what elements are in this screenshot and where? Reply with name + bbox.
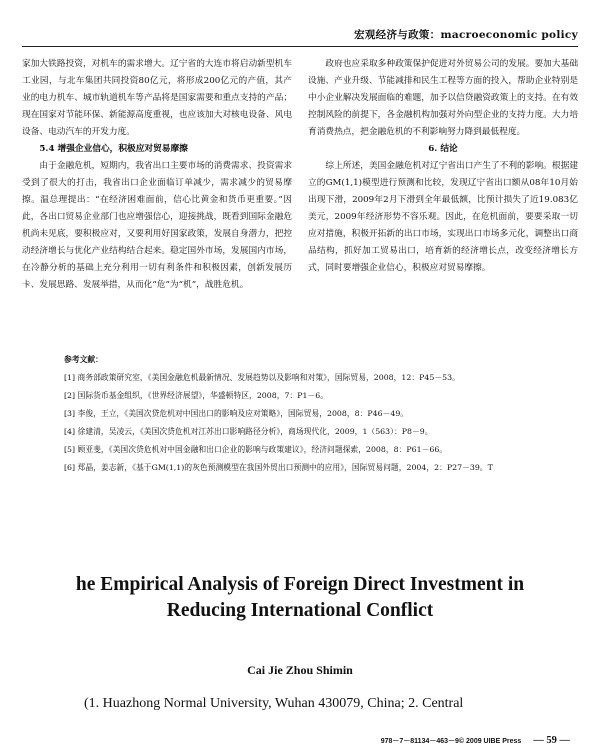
reference-item: [1] 商务部政策研究室，《美国金融危机最新情况、发展趋势以及影响和对策》，国际贸易，2008，12：P45－53。 — [64, 373, 460, 382]
references-title: 参考文献： — [64, 355, 103, 364]
running-title: 宏观经济与政策：macroeconomic policy — [354, 29, 578, 41]
left-paragraph-1: 家加大铁路投资，对机车的需求增大。辽宁省的大连市将启动新型机车工业园，与北车集团共同投资80亿元，将形成200亿元的产值，其产业的电力机车、城市轨道机车等产品将是国家需要和重点支持的产品；现在国家对节能环保、新能源高度重视，也应该加大对核电设备、风电设备、电动汽车的开发力度。 — [22, 59, 292, 137]
reference-item: [5] 顾亚斐，《美国次贷危机对中国金融和出口企业的影响与政策建议》，经济问题探索，2008，8：P61－66。 — [64, 445, 448, 454]
english-title-line-1: he Empirical Analysis of Foreign Direct Investment in — [75, 574, 525, 595]
english-title — [0, 572, 600, 624]
page-number: — 59 — — [533, 735, 570, 746]
left-column — [22, 56, 292, 294]
left-paragraph-2: 由于金融危机，短期内，我省出口主要市场的消费需求、投资需求受到了很大的打击，我省出口企业面临订单减少，需求减少的贸易摩擦。温总理提出：“在经济困难面前，信心比黄金和货币更重要。”因此，各出口贸易企业部门也应增强信心，迎接挑战，既看到国际金融危机尚未见底，要积极应对，又要利用好国家政策，发展自身潜力，把控动经济增长与优化产业结构结合起来。稳定国外市场，发展国内市场，在冷静分析的基础上充分利用一切有利条件和积极因素，创新发展历卡、发展思路、发展举措，从而化“危”为“机”，战胜危机。 — [22, 161, 292, 290]
running-header — [22, 24, 578, 47]
right-paragraph-2: 综上所述，美国金融危机对辽宁省出口产生了不利的影响。根据建立的GM(1,1)模型进行预测和比较，发现辽宁省出口额从08年10月始出现下滑，2009年2月下滑到全年最低额，比预计损失了近19.083亿美元，2009年经济形势不容乐观。因此，在危机面前，要要采取一切应对措施，积极开拓新的出口市场，实现出口市场多元化，调整出口商品结构，抓好加工贸易出口，培育新的经济增长点，改变经济增长方式，同时要增强企业信心，积极应对贸易摩擦。 — [308, 161, 578, 273]
reference-item: [3] 李俊，王立，《美国次贷危机对中国出口的影响及应对策略》，国际贸易，2008，8：P46－49。 — [64, 409, 409, 418]
reference-item: [2] 国际货币基金组织，《世界经济展望》，华盛顿特区，2008，7：P1－6。 — [64, 391, 329, 400]
section-heading-5-4: 5.4 增强企业信心，积极应对贸易摩擦 — [39, 144, 188, 154]
reference-item: [4] 徐建清，吴凌云，《美国次贷危机对江苏出口影响路径分析》，商场现代化，2009，1（563）：P8－9。 — [64, 427, 433, 436]
reference-item: [6] 郑晶，姜志新，《基于GM(1,1)的灰色预测模型在我国外贸出口预测中的应用》，国际贸易问题，2004，2：P27－39。T — [64, 463, 493, 472]
footer-isbn: 978－7－81134－463－9© 2009 UIBE Press — [380, 738, 522, 745]
page-footer — [381, 735, 570, 746]
references-section — [44, 351, 564, 477]
right-paragraph-1: 政府也应采取多种政策保护促进对外贸易公司的发展。要加大基础设施、产业升级、节能减排和民生工程等方面的投入，帮助企业特别是中小企业解决发展面临的难题，加予以信贷融资政策上的支持。在有效控制风险的前提下，各金融机构加强对外向型企业的支持力度。大力培育消费热点，把金融危机的不利影响努力降到最低程度。 — [308, 59, 578, 137]
english-title-line-2: Reducing International Conflict — [166, 600, 434, 621]
english-authors: Cai Jie Zhou Shimin — [247, 663, 353, 677]
right-column — [308, 56, 578, 294]
english-affiliation: (1. Huazhong Normal University, Wuhan 430079, China; 2. Central — [84, 696, 464, 711]
body-columns — [22, 56, 578, 294]
section-heading-6: 6. 结论 — [428, 144, 458, 154]
